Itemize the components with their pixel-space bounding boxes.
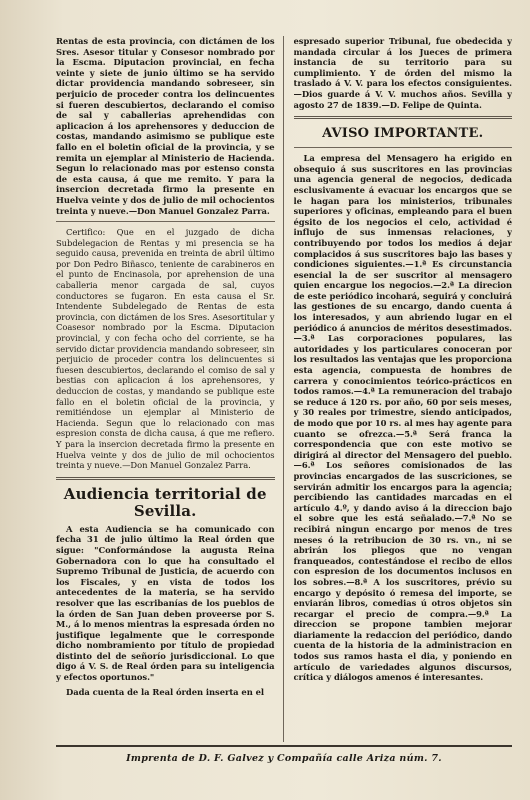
aviso-paragraph: La empresa del Mensagero ha erigido en obsequio á sus suscritores en las provincias una agencia general de negocios, dedicada esclusivamente á evacuar los encargos que se le hagan para los ministerios, tribunales superiores y oficinas, empleando para el buen égsito de los negocios el celo, actividad é influjo de sus inmensas relaciones, y contribuyendo por todos los medios á dejar complacidos á sus suscritores bajo las bases y condiciones siguientes.—1.ª Es circunstancia esencial la de ser suscritor al mensagero quien encargue los negocios.—2.ª La direcion de este periódico incohará, seguirá y concluirá las gestiones de su encargo, dando cuenta á los interesados, y aun abriendo lugar en el periódico á anuncios de méritos desestimados.—3.ª Las corporaciones populares, las autoridades y los particulares conoceran por los resultados las ventajas que les proporciona esta agencia, compuesta de hombres de carrera y conocimientos teórico-prácticos en todos ramos.—4.ª La remuneracion del trabajo se reduce á 120 rs. por año, 60 por seis meses, y 30 reales por trimestre, siendo anticipados, de modo que por 10 rs. al mes hay agente para cuanto se ofrezca.—5.ª Será franca la correspondencia que con este motivo se dirigirá al director del Mensagero del pueblo.—6.ª Los señores comisionados de las provincias encargados de las suscriciones, se servirán admitir los encargos para la agencia; percibiendo las cantidades marcadas en el artículo 4.º, y dando aviso á la direccion bajo el sobre que les está señalado.—7.ª No se recibirá ningun encargo por menos de tres meses ó la retribucion de 30 rs. vn., ni se abrirán los pliegos que no vengan franqueados, contestándose el recibo de ellos con espresion de los documentos inclusos en los sobres.—8.ª A los suscritores, prévio su encargo y depósito ó remesa del importe, se enviarán libros, comedias ú otros objetos sin recargar el precio de compra.—9.ª La direccion se propone tambien mejorar diariamente la redaccion del periódico, dando cuenta de la historia de la administracion en todos sus ramos hasta el dia, y poniendo en artículo de variedades algunos discursos, crítica y diálogos amenos é interesantes. xyxy=(293,153,512,683)
right-column xyxy=(294,36,513,742)
section-divider xyxy=(56,221,275,222)
printer-imprint: Imprenta de D. F. Galvez y Compañía calle Ariza núm. 7. xyxy=(56,745,512,764)
audiencia-section-title: Audiencia territorial de Sevilla. xyxy=(63,484,267,520)
aviso-section-title: AVISO IMPORTANTE. xyxy=(322,126,484,142)
two-column-layout xyxy=(56,36,512,742)
audiencia-paragraph: A esta Audiencia se ha comunicado con fecha 31 de julio último la Real órden que sigue: "Conformándose la augusta Reina Gobernadora con lo que ha consultado el Supremo Tribunal de Justicia, de acuerdo con los Fiscales, y en vista de todos los antecedentes de la materia, se ha servido resolver que las escribanías de los pueblos de la órden de San Juan deben proveerse por S. M., á lo menos mientras la espresada órden no justifique legalmente que le corresponde dicho nombramiento por título de propiedad distinto del de señorío jurisdiccional. Lo que digo á V. S. de Real órden para su inteligencia y efectos oportunos." xyxy=(56,523,275,683)
section-divider-double xyxy=(294,116,513,119)
notice-paragraph-continued: Rentas de esta provincia, con dictámen de los Sres. Asesor titular y Consesor nombrado por la Escma. Diputacion provincial, en fecha veinte y siete de junio último se ha servido dictar providencia mandando sobreseer, sin perjuicio de proceder contra los delincuentes si fueren descubiertos, declarando el comiso de sal y caballerias aprehendidas con aplicacion á los aprehensores y deduccion de costas, mandando asimismo se publique este fallo en el boletin oficial de la provincia, y se remita un ejemplar al Ministerio de Hacienda. Segun lo relacionado mas por estenso consta de esta causa, á que me remito. Y para la insercion decretada firmo la presente en Huelva veinte y dos de julio de mil ochocientos treinta y nueve.—Don Manuel Gonzalez Parra. xyxy=(56,36,275,216)
audiencia-paragraph-continued: Dada cuenta de la Real órden inserta en el xyxy=(66,686,265,697)
audiencia-closing-paragraph: espresado superior Tribunal, fue obedecida y mandada circular á los Jueces de primera instancia de su territorio para su cumplimiento. Y de órden del mismo la traslado á V. V. para los efectos consiguientes.—Dios guarde á V. V. muchos años. Sevilla y agosto 27 de 1839.—D. Felipe de Quinta. xyxy=(293,36,512,110)
section-divider-double xyxy=(56,477,275,480)
certificate-paragraph: Certifico: Que en el juzgado de dicha Subdelegacion de Rentas y mi presencia se ha seguido causa, prevenida en treinta de abril último por Don Pedro Biñasco, teniente de carabineros en el punto de Encinasola, por aprehension de una caballeria menor cargada de sal, cuyos conductores se fugaron. En esta causa el Sr. Intendente Subdelegado de Rentas de esta provincia, con dictámen de los Sres. Asesortitular y Coasesor nombrado por la Escma. Diputacion provincial, y con fecha ocho del corriente, se ha servido dictar providencia mandando sobreseer, sin perjuicio de proceder contra los delincuentes si fuesen descubiertos, declarando el comiso de sal y bestias con aplicacion á los aprehensores, y deduccion de costas, y mandando se publique este fallo en el boletin oficial de la provincia, y remitiéndose un ejemplar al Ministerio de Hacienda. Segun que lo relacionado con mas espresion consta de dicha causa, á que me refiero. Y para la insercion decretada firmo la presente en Huelva veinte y dos de julio de mil ochocientos treinta y nueve.—Don Manuel Gonzalez Parra. xyxy=(56,227,275,471)
left-column xyxy=(56,36,284,742)
section-divider xyxy=(294,147,513,148)
